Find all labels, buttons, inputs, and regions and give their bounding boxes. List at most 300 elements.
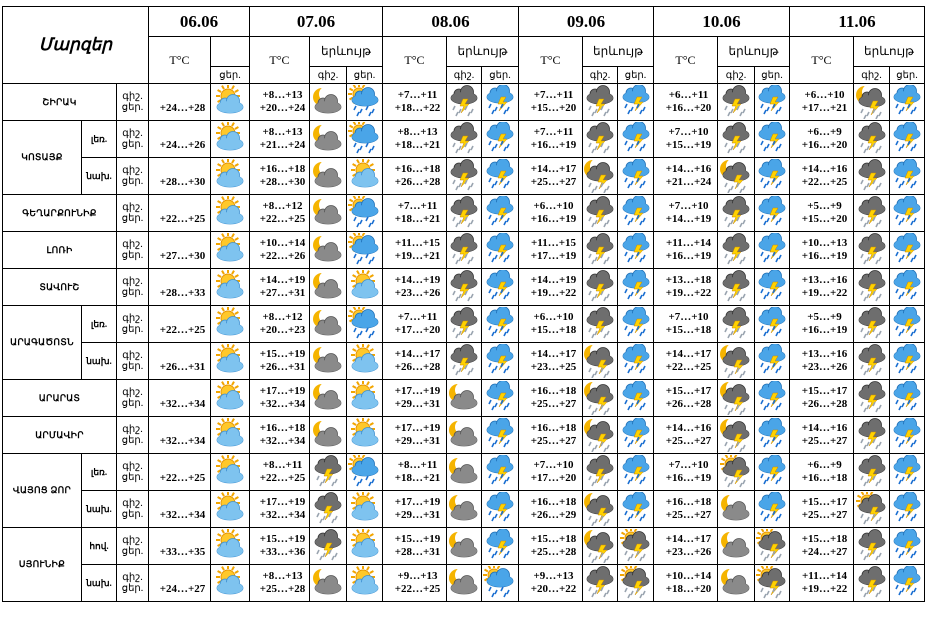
table-row [3,84,925,121]
temp-range [519,158,583,195]
temp-range [383,417,447,454]
province-label: ԿՈՏԱՅՔ [21,152,63,162]
rain-cloud-icon [483,344,517,378]
night-line: գիշ. [122,165,143,176]
rain-cloud-icon [619,233,653,267]
weather-icon-cell [854,380,890,417]
weather-icon-cell [618,343,654,380]
temp-night: +16…+18 [530,385,577,397]
temp-night: +7…+10 [668,311,709,323]
temp-day: +25…+27 [665,509,712,521]
subregion-name [82,491,117,528]
weather-icon-cell [347,269,383,306]
weather-icon-cell [618,195,654,232]
temp-night: +6…+9 [807,459,842,471]
rain-cloud-icon [890,381,924,415]
date-label: 07.06 [296,11,336,31]
temp-header-label: T°C [675,52,696,67]
temp-day: +18…+22 [394,102,441,114]
subregion-label: նախ. [86,503,112,514]
temp-range [250,121,310,158]
province-name [3,306,82,380]
temp-range [149,528,211,565]
day-line: ցեր. [121,435,144,446]
sun-cloud-icon [213,122,247,156]
day-label: ցեր. [761,69,783,81]
temp-night: +15…+17 [665,385,712,397]
weather-icon-cell [482,380,519,417]
weather-icon-cell [854,158,890,195]
period-header [583,37,654,67]
day-line: ցեր. [121,398,144,409]
weather-icon-cell [890,232,925,269]
sun-cloud-icon [213,85,247,119]
weather-icon-cell [482,565,519,602]
weather-icon-cell [347,528,383,565]
temp-range [790,121,854,158]
temp-range [654,491,718,528]
weather-icon-cell [310,232,347,269]
temp-day: +24…+28 [159,102,206,114]
temp-range [790,417,854,454]
temp-night: +16…+18 [530,496,577,508]
weather-icon-cell [447,306,482,343]
moon-thunder-icon [719,159,753,193]
thunderstorm-icon [311,529,345,563]
rain-cloud-icon [890,122,924,156]
weather-icon-cell [447,121,482,158]
temp-day: +16…+20 [801,139,848,151]
night-line: գիշ. [122,91,143,102]
temp-range [250,306,310,343]
subregion-name [82,158,117,195]
temp-range [519,417,583,454]
rain-cloud-icon [755,455,789,489]
weather-icon-cell [890,343,925,380]
weather-icon-cell [211,306,250,343]
weather-icon-cell [347,491,383,528]
period-header-label: երևույթ [864,44,914,58]
weather-icon-cell [890,528,925,565]
moon-thunder-icon [583,492,617,526]
moon-thunder-icon [583,418,617,452]
temp-day: +25…+28 [530,546,577,558]
temp-range [519,491,583,528]
temp-range [250,491,310,528]
table-row [3,528,925,565]
weather-icon-cell [211,491,250,528]
thunderstorm-icon [311,492,345,526]
sun-thunder-icon [619,529,653,563]
moon-cloud-icon [311,85,345,119]
temp-range [383,306,447,343]
province-name [3,454,82,528]
period-header [447,37,519,67]
temp-range [383,158,447,195]
rain-cloud-icon [755,85,789,119]
thunderstorm-icon [855,566,889,600]
temp-day: +22…+25 [394,583,441,595]
temp-night: +10…+14 [665,570,712,582]
temp-day: +22…+25 [801,176,848,188]
weather-icon-cell [755,380,790,417]
weather-icon-cell [583,232,618,269]
temp-range [790,158,854,195]
weather-icon-cell [890,269,925,306]
weather-icon-cell [583,343,618,380]
temp-range [790,84,854,121]
weather-icon-cell [447,380,482,417]
moon-cloud-icon [447,566,481,600]
weather-icon-cell [854,121,890,158]
weather-icon-cell [755,306,790,343]
temp-header-label: T°C [404,52,425,67]
thunderstorm-icon [855,529,889,563]
temp-range [250,195,310,232]
weather-icon-cell [347,454,383,491]
temp-range [383,491,447,528]
temp-range [383,565,447,602]
period-lines [117,306,149,343]
temp-night: +16…+18 [394,163,441,175]
weather-icon-cell [482,121,519,158]
weather-icon-cell [618,158,654,195]
sun-thunder-icon [619,566,653,600]
weather-icon-cell [583,528,618,565]
temp-day: +29…+31 [394,509,441,521]
weather-icon-cell [310,380,347,417]
temp-range [383,454,447,491]
rain-cloud-icon [619,492,653,526]
period-lines [117,454,149,491]
temp-day: +26…+28 [801,398,848,410]
temp-night: +14…+17 [665,533,712,545]
sun-cloud-icon [348,529,382,563]
rain-cloud-icon [619,159,653,193]
weather-icon-cell [347,121,383,158]
rain-cloud-icon [483,196,517,230]
temp-day: +17…+21 [801,102,848,114]
forecast-table [2,6,925,602]
subregion-name [82,454,117,491]
sun-cloud-icon [348,381,382,415]
temp-night: +8…+11 [262,459,303,471]
temp-night: +6…+10 [533,311,574,323]
temp-range [149,121,211,158]
sun-cloud-icon [213,381,247,415]
night-line: գիշ. [122,535,143,546]
weather-icon-cell [890,417,925,454]
moon-thunder-icon [855,85,889,119]
temp-night: +16…+18 [259,163,306,175]
day-line: ցեր. [121,213,144,224]
sun-cloud-icon [213,344,247,378]
period-lines [117,528,149,565]
thunderstorm-icon [855,418,889,452]
temp-day: +33…+36 [259,546,306,558]
temp-header-label: T°C [169,52,190,67]
temp-range [149,84,211,121]
weather-icon-cell [618,417,654,454]
temp-range [149,491,211,528]
temp-range [383,121,447,158]
thunderstorm-icon [855,344,889,378]
temp-range [149,269,211,306]
weather-icon-cell [718,343,755,380]
weather-icon-cell [447,232,482,269]
temp-night: +17…+19 [394,496,441,508]
temp-day: +16…+19 [801,250,848,262]
temp-header-label: T°C [540,52,561,67]
temp-night: +14…+19 [394,274,441,286]
moon-thunder-icon [583,344,617,378]
weather-icon-cell [583,491,618,528]
temp-range [519,121,583,158]
rain-cloud-icon [483,122,517,156]
weather-icon-cell [583,454,618,491]
province-name [3,84,117,121]
sun-cloud-icon [213,492,247,526]
weather-icon-cell [890,306,925,343]
weather-icon-cell [854,491,890,528]
weather-icon-cell [211,84,250,121]
weather-icon-cell [755,195,790,232]
rain-cloud-icon [890,233,924,267]
moon-thunder-icon [583,159,617,193]
province-label: ԳԵՂԱՐՔՈՒՆԻՔ [22,207,97,218]
moon-cloud-icon [447,455,481,489]
temp-night: +13…+18 [665,274,712,286]
thunderstorm-icon [311,455,345,489]
moon-cloud-icon [447,492,481,526]
night-line: գիշ. [122,498,143,509]
thunderstorm-icon [447,307,481,341]
temp-day: +15…+18 [665,324,712,336]
date-label: 06.06 [179,11,219,31]
sun-thunder-icon [755,529,789,563]
period-header-label: երևույթ [321,44,371,58]
sun-rain-icon [348,122,382,156]
temp-range [250,417,310,454]
weather-icon-cell [755,269,790,306]
day-label: ցեր. [353,69,376,81]
rain-cloud-icon [890,196,924,230]
temp-day: +23…+26 [665,546,712,558]
rain-cloud-icon [890,566,924,600]
moon-cloud-icon [311,159,345,193]
temp-night: +7…+11 [397,89,438,101]
period-lines [117,195,149,232]
weather-icon-cell [718,417,755,454]
weather-icon-cell [583,417,618,454]
weather-icon-cell [890,84,925,121]
weather-icon-cell [890,565,925,602]
temp-range [383,84,447,121]
rain-cloud-icon [619,307,653,341]
temp-day: +16…+19 [530,139,577,151]
thunderstorm-icon [855,455,889,489]
day-line: ցեր. [121,139,144,150]
rain-cloud-icon [619,344,653,378]
rain-cloud-icon [619,381,653,415]
weather-icon-cell [447,195,482,232]
weather-icon-cell [347,84,383,121]
temp-night: +14…+19 [530,274,577,286]
weather-icon-cell [310,565,347,602]
sun-cloud-icon [213,196,247,230]
moon-cloud-icon [447,529,481,563]
rain-cloud-icon [483,85,517,119]
temp-day: +20…+24 [259,102,306,114]
weather-icon-cell [211,121,250,158]
temp-night: +7…+10 [533,459,574,471]
sun-rain-icon [348,85,382,119]
temp-night: +14…+17 [665,348,712,360]
temp-day: +24…+27 [159,583,206,595]
temp-night: +14…+16 [665,163,712,175]
night-subheader [583,67,618,84]
day-subheader [618,67,654,84]
thunderstorm-icon [719,122,753,156]
temp-range [519,306,583,343]
temp-night: +8…+13 [262,89,303,101]
table-row [3,232,925,269]
temp-night: +6…+11 [668,89,709,101]
temp-day: +21…+24 [259,139,306,151]
weather-icon-cell [854,306,890,343]
temp-night: +5…+9 [807,200,842,212]
weather-icon-cell [618,528,654,565]
table-row [3,565,925,602]
temp-day: +23…+25 [530,361,577,373]
weather-icon-cell [718,232,755,269]
weather-icon-cell [347,380,383,417]
table-row [3,195,925,232]
night-line: գիշ. [122,276,143,287]
weather-icon-cell [618,269,654,306]
temp-day: +26…+31 [259,361,306,373]
rain-cloud-icon [890,159,924,193]
weather-icon-cell [310,121,347,158]
province-name [3,417,117,454]
moon-cloud-icon [447,418,481,452]
weather-icon-cell [447,528,482,565]
temp-range [250,232,310,269]
temp-day: +16…+19 [801,324,848,336]
temp-range [250,158,310,195]
subregion-label: նախ. [86,355,112,366]
weather-icon-cell [482,454,519,491]
thunderstorm-icon [583,307,617,341]
temp-day: +15…+19 [665,139,712,151]
weather-icon-cell [618,565,654,602]
day-line: ցեր. [121,176,144,187]
weather-icon-cell [482,528,519,565]
temp-range [383,195,447,232]
temp-night: +17…+19 [259,496,306,508]
date-header [383,7,519,37]
sun-rain-icon [348,233,382,267]
weather-icon-cell [618,454,654,491]
weather-icon-cell [583,269,618,306]
weather-icon-cell [482,195,519,232]
sun-cloud-icon [348,344,382,378]
province-name [3,232,117,269]
temp-day: +14…+19 [665,213,712,225]
thunderstorm-icon [447,85,481,119]
temp-day: +32…+34 [159,398,206,410]
province-label: ՍՅՈՒՆԻՔ [18,559,66,569]
weather-icon-cell [854,195,890,232]
temp-night: +11…+15 [395,237,440,249]
temp-day: +26…+28 [665,398,712,410]
thunderstorm-icon [719,196,753,230]
weather-icon-cell [447,269,482,306]
thunderstorm-icon [447,159,481,193]
night-subheader [447,67,482,84]
moon-cloud-icon [719,566,753,600]
temp-night: +16…+18 [665,496,712,508]
province-label: ՎԱՅՈՑ ՁՈՐ [12,485,72,495]
temp-range [654,195,718,232]
temp-range [383,380,447,417]
night-line: գիշ. [122,461,143,472]
temp-day: +22…+25 [159,472,206,484]
temp-range [250,528,310,565]
night-line: գիշ. [122,313,143,324]
temp-night: +14…+17 [394,348,441,360]
temp-range [790,195,854,232]
subregion-name [82,343,117,380]
sun-thunder-icon [719,455,753,489]
period-lines [117,84,149,121]
temp-night: +11…+14 [666,237,711,249]
weather-icon-cell [854,528,890,565]
day-line: ցեր. [121,583,144,594]
province-label: ԱՐՄԱՎԻՐ [35,429,84,440]
day-line: ցեր. [121,324,144,335]
period-lines [117,158,149,195]
province-label: ՏԱՎՈՒՇ [39,281,80,292]
temp-night: +7…+11 [397,200,438,212]
weather-icon-cell [347,195,383,232]
moon-cloud-icon [719,529,753,563]
thunderstorm-icon [855,159,889,193]
moon-cloud-icon [311,344,345,378]
moon-thunder-icon [719,344,753,378]
temp-night: +15…+18 [530,533,577,545]
weather-icon-cell [718,158,755,195]
temp-range [250,343,310,380]
rain-cloud-icon [483,307,517,341]
temp-day: +16…+18 [801,472,848,484]
temp-day: +15…+18 [530,324,577,336]
temp-range [519,84,583,121]
rain-cloud-icon [483,529,517,563]
weather-icon-cell [718,306,755,343]
temp-night: +15…+19 [259,348,306,360]
thunderstorm-icon [583,233,617,267]
temp-range [149,380,211,417]
temp-night: +15…+18 [801,533,848,545]
temp-range [790,380,854,417]
temp-day: +25…+27 [530,435,577,447]
province-name [3,380,117,417]
weather-icon-cell [347,343,383,380]
weather-icon-cell [890,121,925,158]
weather-icon-cell [211,454,250,491]
temp-night: +15…+19 [394,533,441,545]
